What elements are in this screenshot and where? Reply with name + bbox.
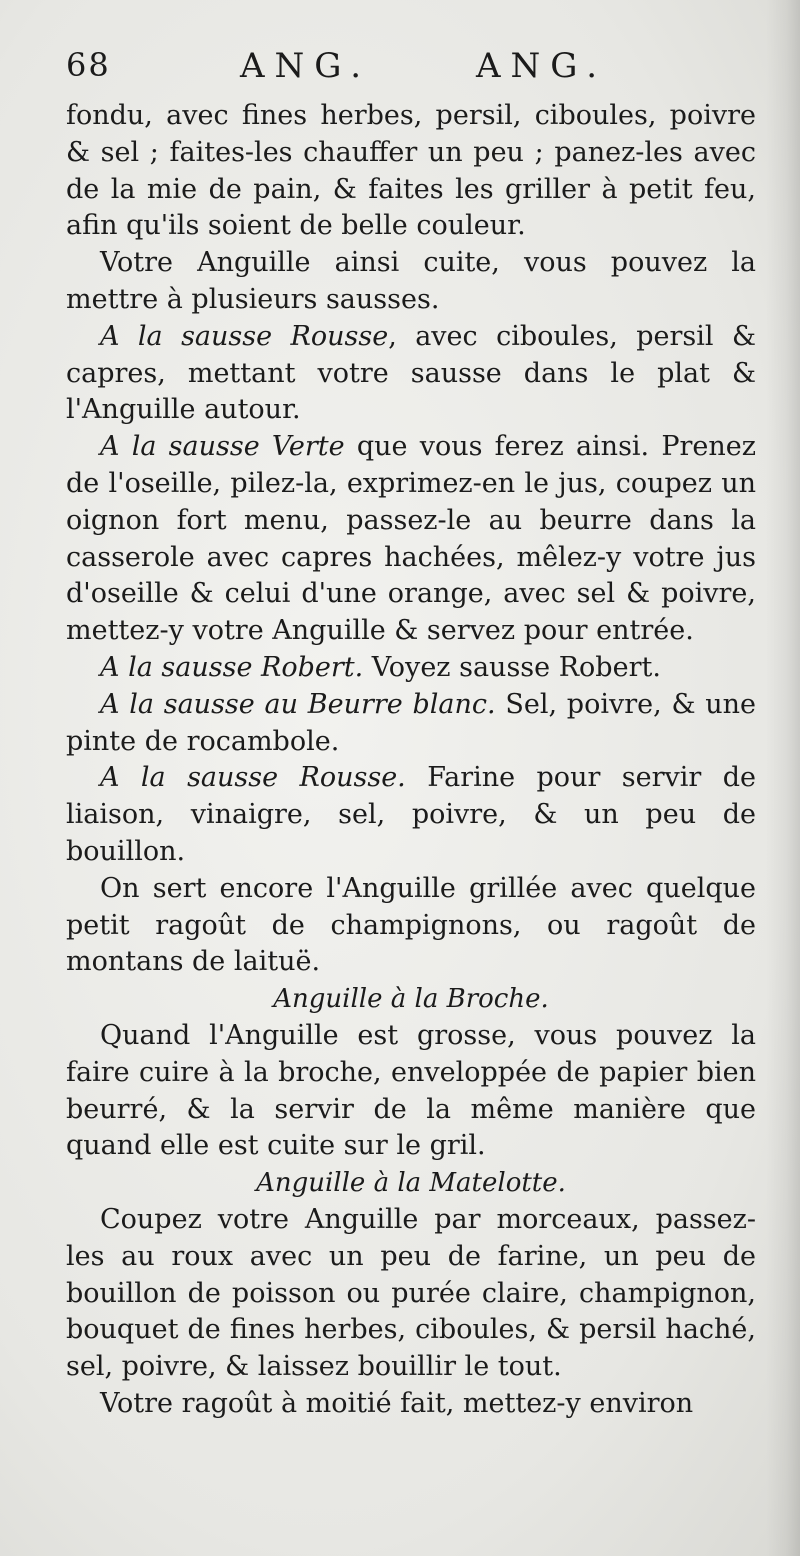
recipe-label: A la sausse Verte xyxy=(100,431,345,463)
paragraph-text: Voyez sausse Robert. xyxy=(363,651,661,683)
recipe-label: A la sausse Rousse. xyxy=(100,762,406,794)
paragraph xyxy=(66,871,756,981)
paragraph-text: que vous ferez ainsi. Prenez de l'oseille, pilez-la, exprimez-en le jus, coupez un oignon fort menu, passez-le au beurre dans la casserole avec capres hachées, mêlez-y votre jus d'oseille & celui d'une orange, avec sel & poivre, mettez-y votre Anguille & servez pour entrée. xyxy=(66,431,756,647)
paragraph-text: Quand l'Anguille est grosse, vous pouvez la faire cuire à la broche, enveloppée de papier bien beurré, & la servir de la même manière que quand elle est cuite sur le gril. xyxy=(66,1019,756,1162)
paragraph-text: fondu, avec fines herbes, persil, ciboules, poivre & sel ; faites-les chauffer un peu ; panez-les avec de la mie de pain, & faites les griller à petit feu, afin qu'ils soient de belle couleur. xyxy=(66,100,756,242)
paragraph-text: Votre Anguille ainsi cuite, vous pouvez la mettre à plusieurs sausses. xyxy=(66,247,756,315)
recipe-label: A la sausse au Beurre blanc. xyxy=(100,688,496,720)
paragraph-sausse-verte xyxy=(66,429,756,650)
running-head-right: ANG. xyxy=(476,46,608,86)
running-header xyxy=(66,46,706,96)
paragraph xyxy=(66,1018,756,1165)
paragraph xyxy=(66,245,756,319)
paragraph-text: Sel, poivre, & une pinte de rocambole. xyxy=(66,688,756,757)
paragraph-text: On sert encore l'Anguille grillée avec quelque petit ragoût de champignons, ou ragoût de montans de laituë. xyxy=(66,872,756,978)
paragraph-text: , avec ciboules, persil & capres, mettant votre sausse dans le plat & l'Anguille autour. xyxy=(66,320,756,426)
section-heading-broche: Anguille à la Broche. xyxy=(273,984,549,1015)
paragraph-text: Coupez votre Anguille par morceaux, passez-les au roux avec un peu de farine, un peu de bouillon de poisson ou purée claire, champignon, bouquet de fines herbes, ciboules, & persil haché, sel, poivre, & laissez bouillir le tout. xyxy=(66,1203,756,1383)
recipe-label: A la sausse Rousse xyxy=(100,320,389,352)
paragraph xyxy=(66,1202,756,1386)
running-head-left: ANG. xyxy=(240,46,372,86)
paragraph-text: Votre ragoût à moitié fait, mettez-y environ xyxy=(100,1387,694,1419)
paragraph-sausse-rousse-2 xyxy=(66,760,756,870)
paragraph-sausse-robert xyxy=(66,650,756,687)
paragraph-text: Farine pour servir de liaison, vinaigre, sel, poivre, & un peu de bouillon. xyxy=(66,762,757,867)
body-text xyxy=(66,98,756,1423)
recipe-label: A la sausse Robert. xyxy=(100,651,364,683)
section-heading-matelotte: Anguille à la Matelotte. xyxy=(256,1168,566,1199)
paragraph xyxy=(66,1386,756,1423)
page-gutter-shadow xyxy=(766,0,800,1556)
paragraph-beurre-blanc xyxy=(66,687,756,761)
page-number: 68 xyxy=(66,46,111,84)
paragraph-sausse-rousse xyxy=(66,319,756,429)
paragraph-continuation xyxy=(66,98,756,245)
